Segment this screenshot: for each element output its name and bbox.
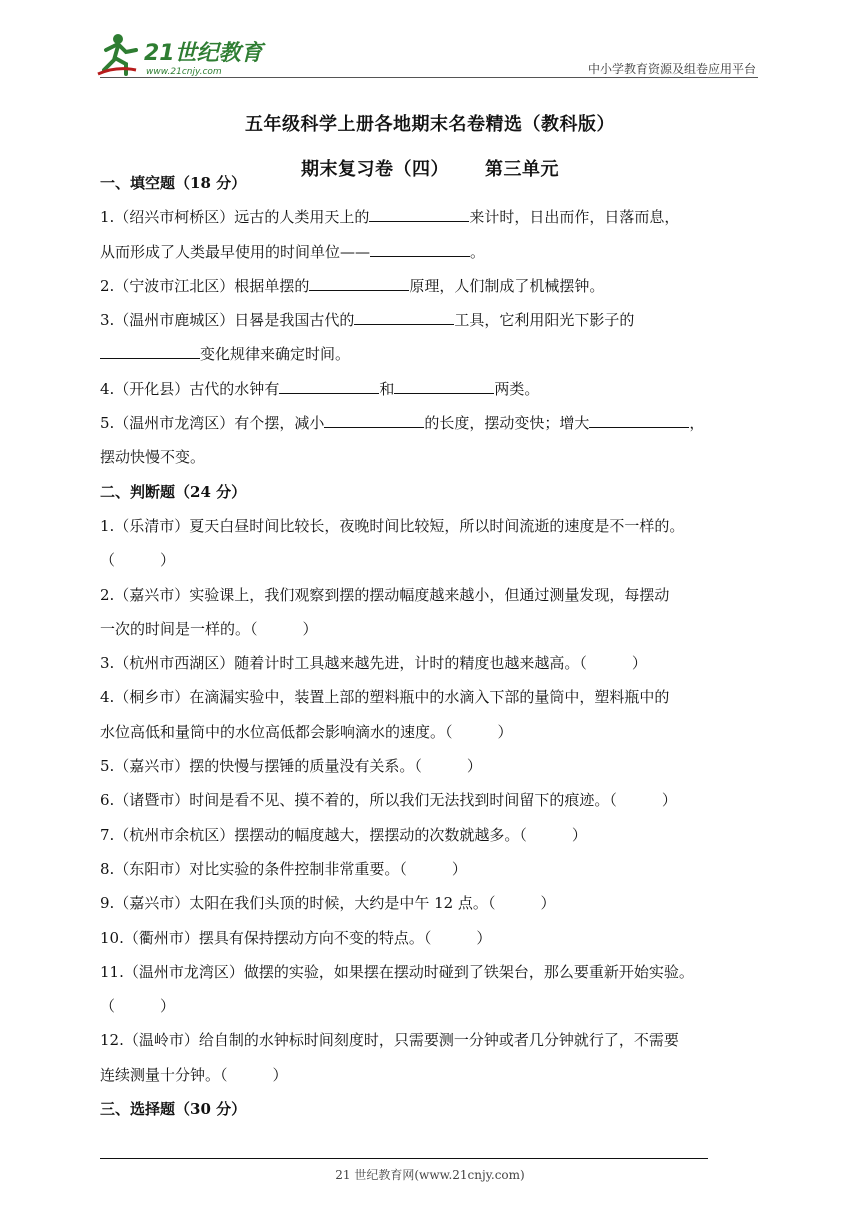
judge-question-5 — [100, 749, 760, 783]
answer-paren[interactable]: （ ） — [487, 894, 556, 913]
section-heading-choice: 三、选择题（30 分） — [100, 1100, 247, 1119]
fill-q3-text-b: 工具，它利用阳光下影子的 — [454, 311, 635, 330]
fill-q4-text-c: 两类。 — [494, 379, 540, 398]
judge-question-7 — [100, 818, 760, 852]
header-divider — [100, 77, 758, 78]
fill-question-1 — [100, 200, 760, 269]
fill-q5-text-a: 5.（温州市龙湾区）有个摆，减小 — [100, 414, 325, 433]
subtitle-right: 第三单元 — [485, 159, 559, 180]
footer-divider — [100, 1158, 708, 1159]
platform-label: 中小学教育资源及组卷应用平台 — [587, 62, 756, 76]
answer-blank[interactable] — [279, 377, 379, 394]
answer-paren[interactable]: （ ） — [250, 619, 318, 638]
fill-q1-text-d: 。 — [470, 242, 486, 261]
answer-paren[interactable]: （ ） — [609, 791, 677, 810]
judge-q3-text: 3.（杭州市西湖区）随着计时工具越来越先进，计时的精度也越来越高。 — [100, 654, 580, 673]
svg-text:21世纪教育: 21世纪教育 — [144, 41, 263, 66]
judge-q7-text: 7.（杭州市余杭区）摆摆动的幅度越大，摆摆动的次数就越多。 — [100, 825, 520, 844]
answer-blank[interactable] — [589, 411, 689, 428]
judge-q12-text-a: 12.（温岭市）给自制的水钟标时间刻度时，只需要测一分钟或者几分钟就行了，不需要 — [100, 1031, 679, 1050]
answer-paren[interactable]: （ ） — [220, 1065, 288, 1084]
judge-question-2 — [100, 578, 760, 647]
page-header — [0, 0, 860, 90]
fill-q2-text-a: 2.（宁波市江北区）根据单摆的 — [100, 276, 310, 295]
svg-text:www.21cnjy.com: www.21cnjy.com — [146, 67, 222, 77]
judge-q4-text-a: 4.（桐乡市）在滴漏实验中，装置上部的塑料瓶中的水滴入下部的量筒中，塑料瓶中的 — [100, 688, 670, 707]
fill-question-5 — [100, 406, 760, 475]
answer-blank[interactable] — [370, 240, 470, 257]
answer-paren[interactable]: （ ） — [100, 551, 176, 570]
judge-q10-text: 10.（衢州市）摆具有保持摆动方向不变的特点。 — [100, 928, 424, 947]
judge-q11-text: 11.（温州市龙湾区）做摆的实验，如果摆在摆动时碰到了铁架台，那么要重新开始实验。 — [100, 962, 694, 981]
judge-question-8 — [100, 852, 760, 886]
judge-question-12 — [100, 1023, 760, 1092]
footer-text[interactable]: 21 世纪教育网(www.21cnjy.com) — [335, 1168, 525, 1182]
fill-q5-text-d: 摆动快慢不变。 — [100, 448, 206, 467]
judge-q8-text: 8.（东阳市）对比实验的条件控制非常重要。 — [100, 859, 400, 878]
answer-blank[interactable] — [309, 274, 409, 291]
fill-q1-text-a: 1.（绍兴市柯桥区）远古的人类用天上的 — [100, 208, 370, 227]
section-heading-fill: 一、填空题（18 分） — [100, 174, 247, 192]
exam-content — [100, 166, 760, 1126]
answer-blank[interactable] — [369, 205, 469, 222]
judge-q2-text-b: 一次的时间是一样的。 — [100, 619, 251, 638]
answer-paren[interactable]: （ ） — [423, 928, 492, 947]
judge-q5-text: 5.（嘉兴市）摆的快慢与摆锤的质量没有关系。 — [100, 757, 415, 776]
answer-paren[interactable]: （ ） — [414, 757, 482, 776]
answer-blank[interactable] — [354, 308, 454, 325]
judge-q9-text: 9.（嘉兴市）太阳在我们头顶的时候，大约是中午 12 点。 — [100, 894, 488, 913]
fill-question-2 — [100, 269, 760, 303]
fill-question-3 — [100, 303, 760, 372]
judge-q1-text: 1.（乐清市）夏天白昼时间比较长，夜晚时间比较短，所以时间流逝的速度是不一样的。 — [100, 516, 685, 535]
judge-question-9 — [100, 886, 760, 920]
answer-paren[interactable]: （ ） — [445, 722, 513, 741]
answer-paren[interactable]: （ ） — [519, 825, 587, 844]
fill-q1-text-c: 从而形成了人类最早使用的时间单位—— — [100, 242, 371, 261]
fill-q2-text-b: 原理，人们制成了机械摆钟。 — [409, 276, 605, 295]
judge-q4-text-b: 水位高低和量筒中的水位高低都会影响滴水的速度。 — [100, 722, 446, 741]
judge-question-11 — [100, 955, 760, 1024]
site-logo[interactable] — [96, 30, 266, 78]
answer-paren[interactable]: （ ） — [579, 654, 647, 673]
judge-question-4 — [100, 680, 760, 749]
fill-q3-text-c: 变化规律来确定时间。 — [200, 345, 351, 364]
answer-blank[interactable] — [324, 411, 424, 428]
fill-q5-text-c: ， — [689, 414, 705, 433]
judge-question-6 — [100, 783, 760, 817]
judge-question-1 — [100, 509, 760, 578]
judge-question-10 — [100, 921, 760, 955]
subtitle-left: 期末复习卷（四） — [301, 159, 449, 180]
fill-q5-text-b: 的长度，摆动变快；增大 — [424, 414, 590, 433]
fill-q3-text-a: 3.（温州市鹿城区）日晷是我国古代的 — [100, 311, 355, 330]
answer-paren[interactable]: （ ） — [399, 859, 467, 878]
fill-q4-text-a: 4.（开化县）古代的水钟有 — [100, 379, 280, 398]
runner-logo-icon — [96, 30, 266, 78]
answer-blank[interactable] — [394, 377, 494, 394]
judge-question-3 — [100, 646, 760, 680]
page-title: 五年级科学上册各地期末名卷精选（教科版） — [245, 114, 615, 135]
fill-question-4 — [100, 372, 760, 406]
judge-q2-text-a: 2.（嘉兴市）实验课上，我们观察到摆的摆动幅度越来越小，但通过测量发现，每摆动 — [100, 585, 670, 604]
section-heading-judge: 二、判断题（24 分） — [100, 482, 247, 501]
fill-q4-text-b: 和 — [379, 379, 395, 398]
answer-paren[interactable]: （ ） — [100, 997, 176, 1016]
judge-q12-text-b: 连续测量十分钟。 — [100, 1065, 221, 1084]
fill-q1-text-b: 来计时，日出而作，日落而息， — [469, 208, 680, 227]
judge-q6-text: 6.（诸暨市）时间是看不见、摸不着的，所以我们无法找到时间留下的痕迹。 — [100, 791, 610, 810]
answer-blank[interactable] — [100, 342, 200, 359]
